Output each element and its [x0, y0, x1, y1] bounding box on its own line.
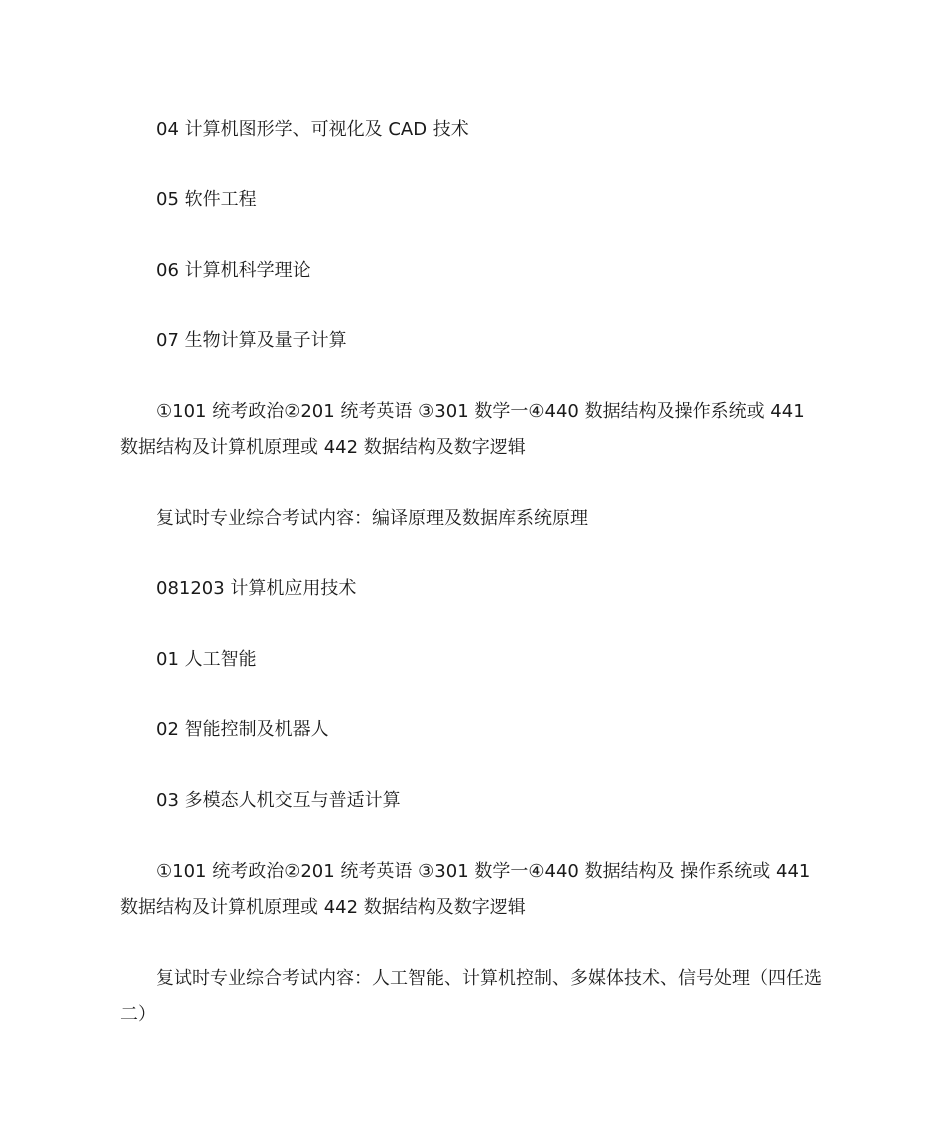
- paragraph-direction-06: 06 计算机科学理论: [156, 260, 311, 281]
- paragraph-retest-content-1: 复试时专业综合考试内容：编译原理及数据库系统原理: [156, 508, 588, 529]
- paragraph-direction-04: 04 计算机图形学、可视化及 CAD 技术: [156, 119, 469, 140]
- paragraph-major-081203: 081203 计算机应用技术: [156, 578, 357, 599]
- paragraph-exam-subjects-1: ①101 统考政治②201 统考英语 ③301 数学一④440 数据结构及操作系统或 441 数据结构及计算机原理或 442 数据结构及数字逻辑: [120, 401, 805, 458]
- paragraph-direction-07: 07 生物计算及量子计算: [156, 330, 347, 351]
- paragraph-direction-01: 01 人工智能: [156, 649, 257, 670]
- paragraph-retest-content-2: 复试时专业综合考试内容：人工智能、计算机控制、多媒体技术、信号处理（四任选二）: [120, 968, 822, 1025]
- paragraph-direction-02: 02 智能控制及机器人: [156, 719, 329, 740]
- paragraph-exam-subjects-2: ①101 统考政治②201 统考英语 ③301 数学一④440 数据结构及 操作系统或 441 数据结构及计算机原理或 442 数据结构及数字逻辑: [120, 861, 811, 918]
- paragraph-direction-05: 05 软件工程: [156, 189, 257, 210]
- paragraph-direction-03: 03 多模态人机交互与普适计算: [156, 790, 401, 811]
